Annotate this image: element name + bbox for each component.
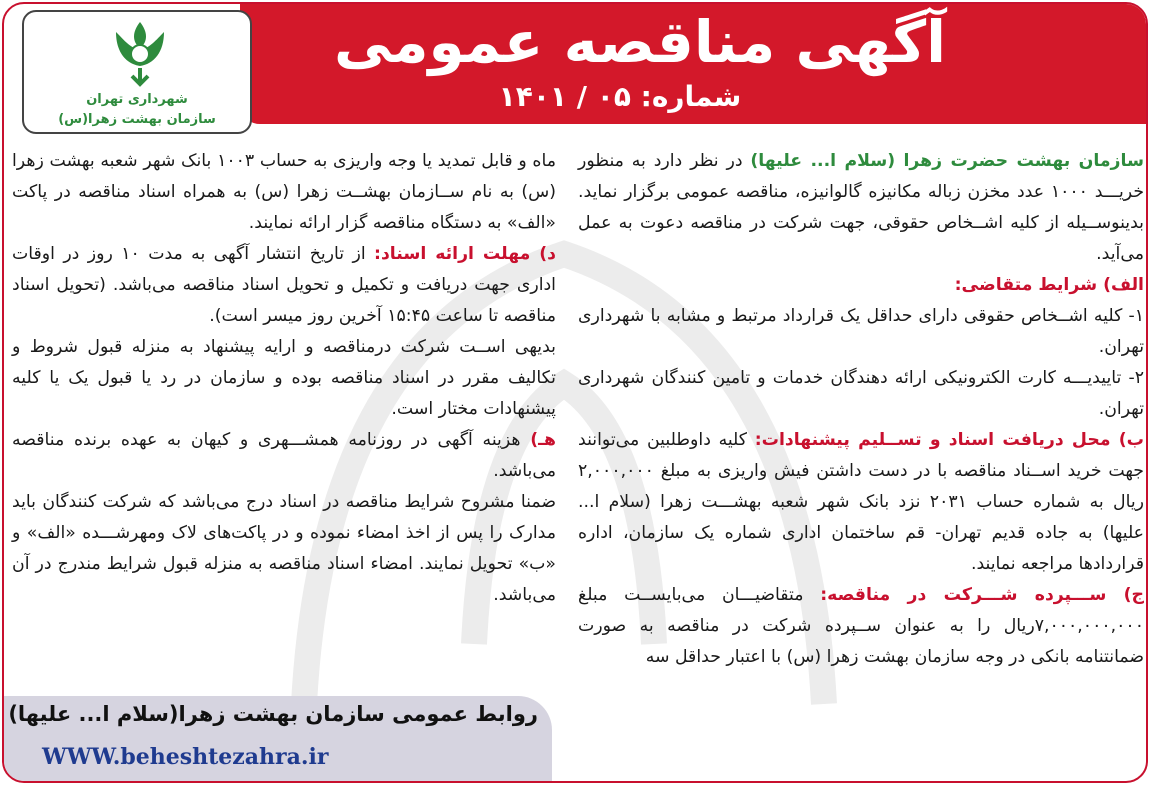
section-c-heading: ج) ســـپرده شـــرکت در مناقصه: <box>820 585 1144 605</box>
left-text-column <box>12 146 556 611</box>
public-relations-title: روابط عمومی سازمان بهشت زهرا(سلام ا... علیها) <box>8 702 538 726</box>
tulip-emblem-icon <box>110 18 170 88</box>
intro-text: در نظر دارد به منظور خریـــد ۱۰۰۰ عدد مخزن زباله مکانیزه گالوانیزه، مناقصه عمومی برگزار نماید. بدینوســیله از کلیه اشــخاص حقوقی، جهت شرکت در مناقصه دعوت به عمل می‌آید. <box>578 151 1145 264</box>
details-paragraph: ضمنا مشروح شرایط مناقصه در اسناد درج می‌باشد که شرکت کنندگان باید مدارک را پس از اخذ امضاء نموده و در پاکت‌های لاک ومهرشـــده «الف» و «ب» تحویل نمایند. امضاء اسناد مناقصه به منزله قبول شرایط مندرج در آن می‌باشد. <box>12 492 556 605</box>
notice-frame <box>2 2 1148 783</box>
section-b-heading: ب) محل دریافت اسناد و تســلیم پیشنهادات: <box>754 430 1144 450</box>
terms-paragraph: بدیهی اســت شرکت درمناقصه و ارایه پیشنهاد به منزله قبول شروط و تکالیف مقرر در اسناد مناقصه بوده و سازمان در رد یا قبول یک یا کلیه پیشنهادات مختار است. <box>12 337 556 419</box>
section-c-text: متقاضیـــان می‌بایســت مبلغ ۷,۰۰۰,۰۰۰,۰۰۰ریال را به عنوان ســپرده شرکت در مناقصه به صورت ضمانتنامه بانکی در وجه سازمان بهشت زهرا (س) با اعتبار حداقل سه <box>578 585 1144 667</box>
section-a-item-2: ۲- تاییدیـــه کارت الکترونیکی ارائه دهندگان خدمات و تامین کنندگان شهرداری تهران. <box>578 368 1144 419</box>
logo-municipality-name: شهرداری تهران <box>86 92 188 107</box>
section-c-paragraph <box>578 580 1144 673</box>
section-d-heading: د) مهلت ارائه اسناد: <box>374 244 557 264</box>
organization-name: سازمان بهشت حضرت زهرا (سلام ا... علیها) <box>750 151 1144 171</box>
section-e-heading: هـ) <box>530 430 556 450</box>
notice-title: آگهی مناقصه عمومی <box>333 8 947 76</box>
logo-organization-name: سازمان بهشت زهرا(س) <box>58 112 216 127</box>
footer-box <box>4 696 552 783</box>
header-banner <box>240 4 1148 124</box>
section-e-text: هزینه آگهی در روزنامه همشـــهری و کیهان به عهده برنده مناقصه می‌باشد. <box>12 430 556 481</box>
notice-number: شماره: ۰۵ / ۱۴۰۱ <box>498 80 742 113</box>
intro-paragraph <box>578 146 1144 270</box>
municipality-logo <box>22 10 252 134</box>
section-e-paragraph <box>12 425 556 487</box>
section-a-heading: الف) شرایط متقاضی: <box>954 275 1144 295</box>
website-link[interactable]: WWW.beheshtezahra.ir <box>42 744 329 770</box>
right-text-column <box>578 146 1144 673</box>
section-d-paragraph <box>12 239 556 332</box>
deposit-continuation: ماه و قابل تمدید یا وجه واریزی به حساب ۱۰۰۳ بانک شهر شعبه بهشت زهرا (س) به نام ســازمان بهشــت زهرا (س) به همراه اسناد مناقصه در پاکت «الف» به دستگاه مناقصه گزار ارائه نمایند. <box>12 151 556 233</box>
section-b-paragraph <box>578 425 1144 580</box>
section-b-text: کلیه داوطلبین می‌توانند جهت خرید اســناد مناقصه با در دست داشتن فیش واریزی به مبلغ ۲,۰۰۰,۰۰۰ ریال به شماره حساب ۲۰۳۱ نزد بانک شهر شعبه بهشـــت زهرا (سلام ا... علیها) به جاده قدیم تهران- قم ساختمان اداری شماره یک سازمان، اداره قراردادها مراجعه نمایند. <box>578 430 1144 574</box>
section-d-text: از تاریخ انتشار آگهی به مدت ۱۰ روز در اوقات اداری جهت دریافت و تکمیل و تحویل اسناد مناقصه می‌باشد. (تحویل اسناد مناقصه تا ساعت ۱۵:۴۵ آخرین روز میسر است). <box>12 244 556 326</box>
section-a-item-1: ۱- کلیه اشــخاص حقوقی دارای حداقل یک قرارداد مرتبط و مشابه با شهرداری تهران. <box>578 306 1144 357</box>
